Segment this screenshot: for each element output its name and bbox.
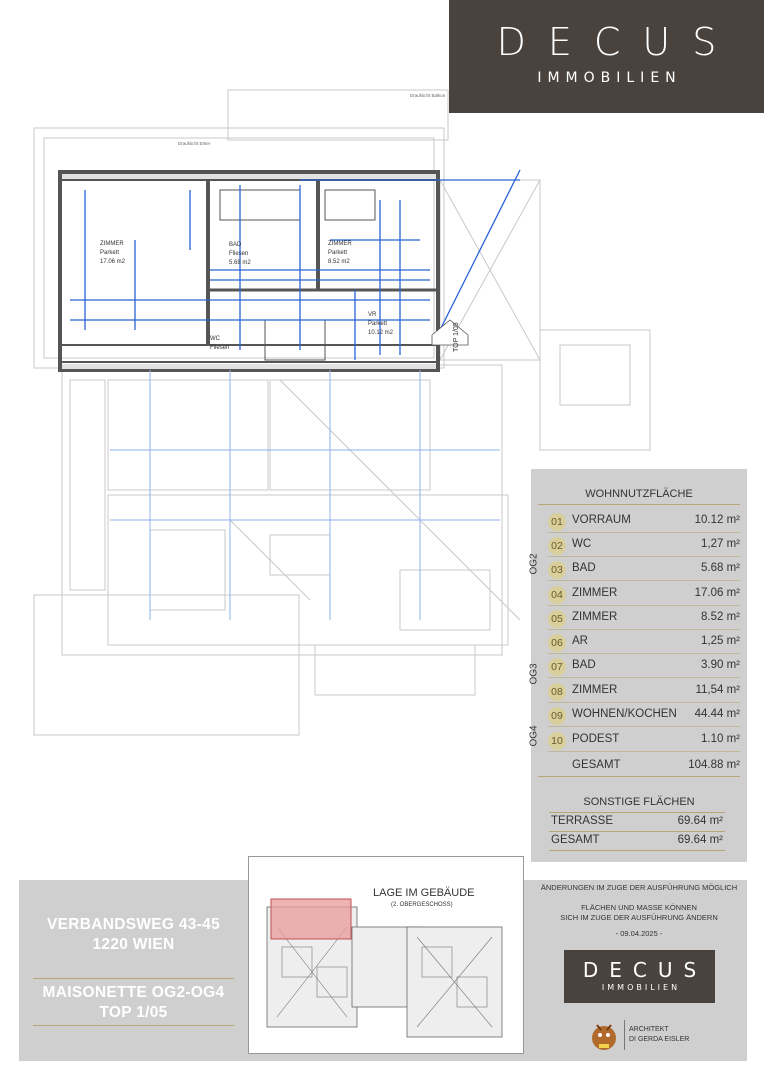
floor-og2: OG2 xyxy=(528,553,540,575)
room-vr-name: VR xyxy=(368,312,377,318)
unit-line2: TOP 1/05 xyxy=(99,1004,168,1021)
unit-line1: MAISONETTE OG2-OG4 xyxy=(42,984,225,1001)
note-line1: ÄNDERUNGEN IM ZUGE DER AUSFÜHRUNG MÖGLICH xyxy=(540,883,738,892)
area-row xyxy=(548,584,740,606)
logo-sub: IMMOBILIEN xyxy=(537,70,682,86)
room-zimmer1-area: 17.06 m2 xyxy=(100,259,126,265)
logo-word: DECUS xyxy=(582,958,708,982)
row-number: 01 xyxy=(548,513,566,531)
area-row xyxy=(548,705,740,727)
logo-sub: IMMOBILIEN xyxy=(601,983,681,992)
row-number: 05 xyxy=(548,610,566,628)
sonstige-area: 69.64 m² xyxy=(677,834,723,846)
room-zimmer1-floor: Parkett xyxy=(100,250,120,256)
architect-line1: ARCHITEKT xyxy=(629,1026,669,1033)
row-area: 10.12 m² xyxy=(694,514,740,526)
floor-og3: OG3 xyxy=(528,663,540,685)
area-row xyxy=(548,608,740,630)
divider xyxy=(33,978,234,979)
row-name: PODEST xyxy=(572,733,620,745)
note-line3: SICH IM ZUGE DER AUSFÜHRUNG ÄNDERN xyxy=(560,913,718,922)
room-zimmer2-area: 8.52 m2 xyxy=(328,259,350,265)
room-zimmer2-name: ZIMMER xyxy=(328,241,352,247)
sonstige-row xyxy=(551,815,723,827)
room-wc-name: WC xyxy=(210,336,220,342)
area-row xyxy=(548,632,740,654)
divider xyxy=(549,831,725,832)
row-number: 07 xyxy=(548,658,566,676)
row-name: WC xyxy=(572,538,592,550)
room-bad-name: BAD xyxy=(229,242,242,248)
wohnnutzflaeche-title: WOHNNUTZFLÄCHE xyxy=(585,488,693,500)
area-table-panel xyxy=(528,469,747,862)
room-vr-area: 10.12 m2 xyxy=(368,330,394,336)
row-area: 1.10 m² xyxy=(701,733,740,745)
total-label: GESAMT xyxy=(572,759,621,771)
row-name: WOHNEN/KOCHEN xyxy=(572,708,677,720)
area-row xyxy=(548,681,740,703)
divider xyxy=(624,1020,625,1050)
sonstige-area: 69.64 m² xyxy=(677,815,723,827)
lage-title: LAGE IM GEBÄUDE xyxy=(373,887,475,899)
row-number: 10 xyxy=(548,732,566,750)
row-name: ZIMMER xyxy=(572,684,618,696)
decus-logo-bottom xyxy=(564,950,715,1003)
divider xyxy=(538,776,740,777)
area-row xyxy=(548,559,740,581)
row-number: 04 xyxy=(548,586,566,604)
room-bad-area: 5.68 m2 xyxy=(229,260,251,266)
room-zimmer2-floor: Parkett xyxy=(328,250,348,256)
area-row xyxy=(548,535,740,557)
divider xyxy=(549,812,725,813)
drausicht-balkon: Draufsicht Balkon xyxy=(410,93,446,98)
area-row xyxy=(548,511,740,533)
room-vr-floor: Parkett xyxy=(368,321,388,327)
area-row xyxy=(548,656,740,678)
row-area: 44.44 m² xyxy=(694,708,740,720)
area-row xyxy=(548,730,740,752)
location-box xyxy=(248,856,524,1054)
divider xyxy=(538,504,740,505)
row-area: 11,54 m² xyxy=(695,684,740,696)
row-area: 5.68 m² xyxy=(701,562,740,574)
address-panel xyxy=(19,880,248,1061)
row-number: 06 xyxy=(548,634,566,652)
row-number: 03 xyxy=(548,561,566,579)
note-line2: FLÄCHEN UND MASSE KÖNNEN xyxy=(581,903,697,912)
row-number: 08 xyxy=(548,683,566,701)
architect-logo-icon xyxy=(589,1018,619,1056)
total-value: 104.88 m² xyxy=(688,759,740,771)
row-area: 1,27 m² xyxy=(701,538,740,550)
sonstige-title: SONSTIGE FLÄCHEN xyxy=(583,796,695,808)
top-label: TOP 1/05 xyxy=(453,322,460,352)
building-keyplan xyxy=(257,887,517,1047)
address-line2: 1220 WIEN xyxy=(92,936,175,953)
address-line1: VERBANDSWEG 43-45 xyxy=(46,916,221,933)
row-area: 1,25 m² xyxy=(701,635,740,647)
row-name: AR xyxy=(572,635,588,647)
divider xyxy=(33,1025,234,1026)
logo-word: DECUS xyxy=(496,20,739,64)
row-name: VORRAUM xyxy=(572,514,631,526)
room-bad-floor: Fliesen xyxy=(229,251,249,257)
architect-line2: DI GERDA EISLER xyxy=(629,1036,690,1043)
sonstige-name: TERRASSE xyxy=(551,815,613,827)
row-area: 3.90 m² xyxy=(701,659,740,671)
sonstige-name: GESAMT xyxy=(551,834,600,846)
unit-highlight xyxy=(271,899,351,939)
floor-og4: OG4 xyxy=(528,725,540,747)
row-name: ZIMMER xyxy=(572,587,618,599)
drausicht-erker: Draufsicht Erker xyxy=(178,141,211,146)
lage-sub: (2. OBERGESCHOSS) xyxy=(391,902,453,908)
room-zimmer1-name: ZIMMER xyxy=(100,241,124,247)
room-wc-floor: Fliesen xyxy=(210,345,230,351)
row-area: 17.06 m² xyxy=(694,587,740,599)
sonstige-row xyxy=(551,834,723,846)
row-number: 02 xyxy=(548,537,566,555)
row-number: 09 xyxy=(548,707,566,725)
note-date: - 09.04.2025 - xyxy=(615,929,663,938)
row-name: ZIMMER xyxy=(572,611,618,623)
row-name: BAD xyxy=(572,562,596,574)
row-name: BAD xyxy=(572,659,596,671)
row-area: 8.52 m² xyxy=(701,611,740,623)
divider xyxy=(549,850,725,851)
